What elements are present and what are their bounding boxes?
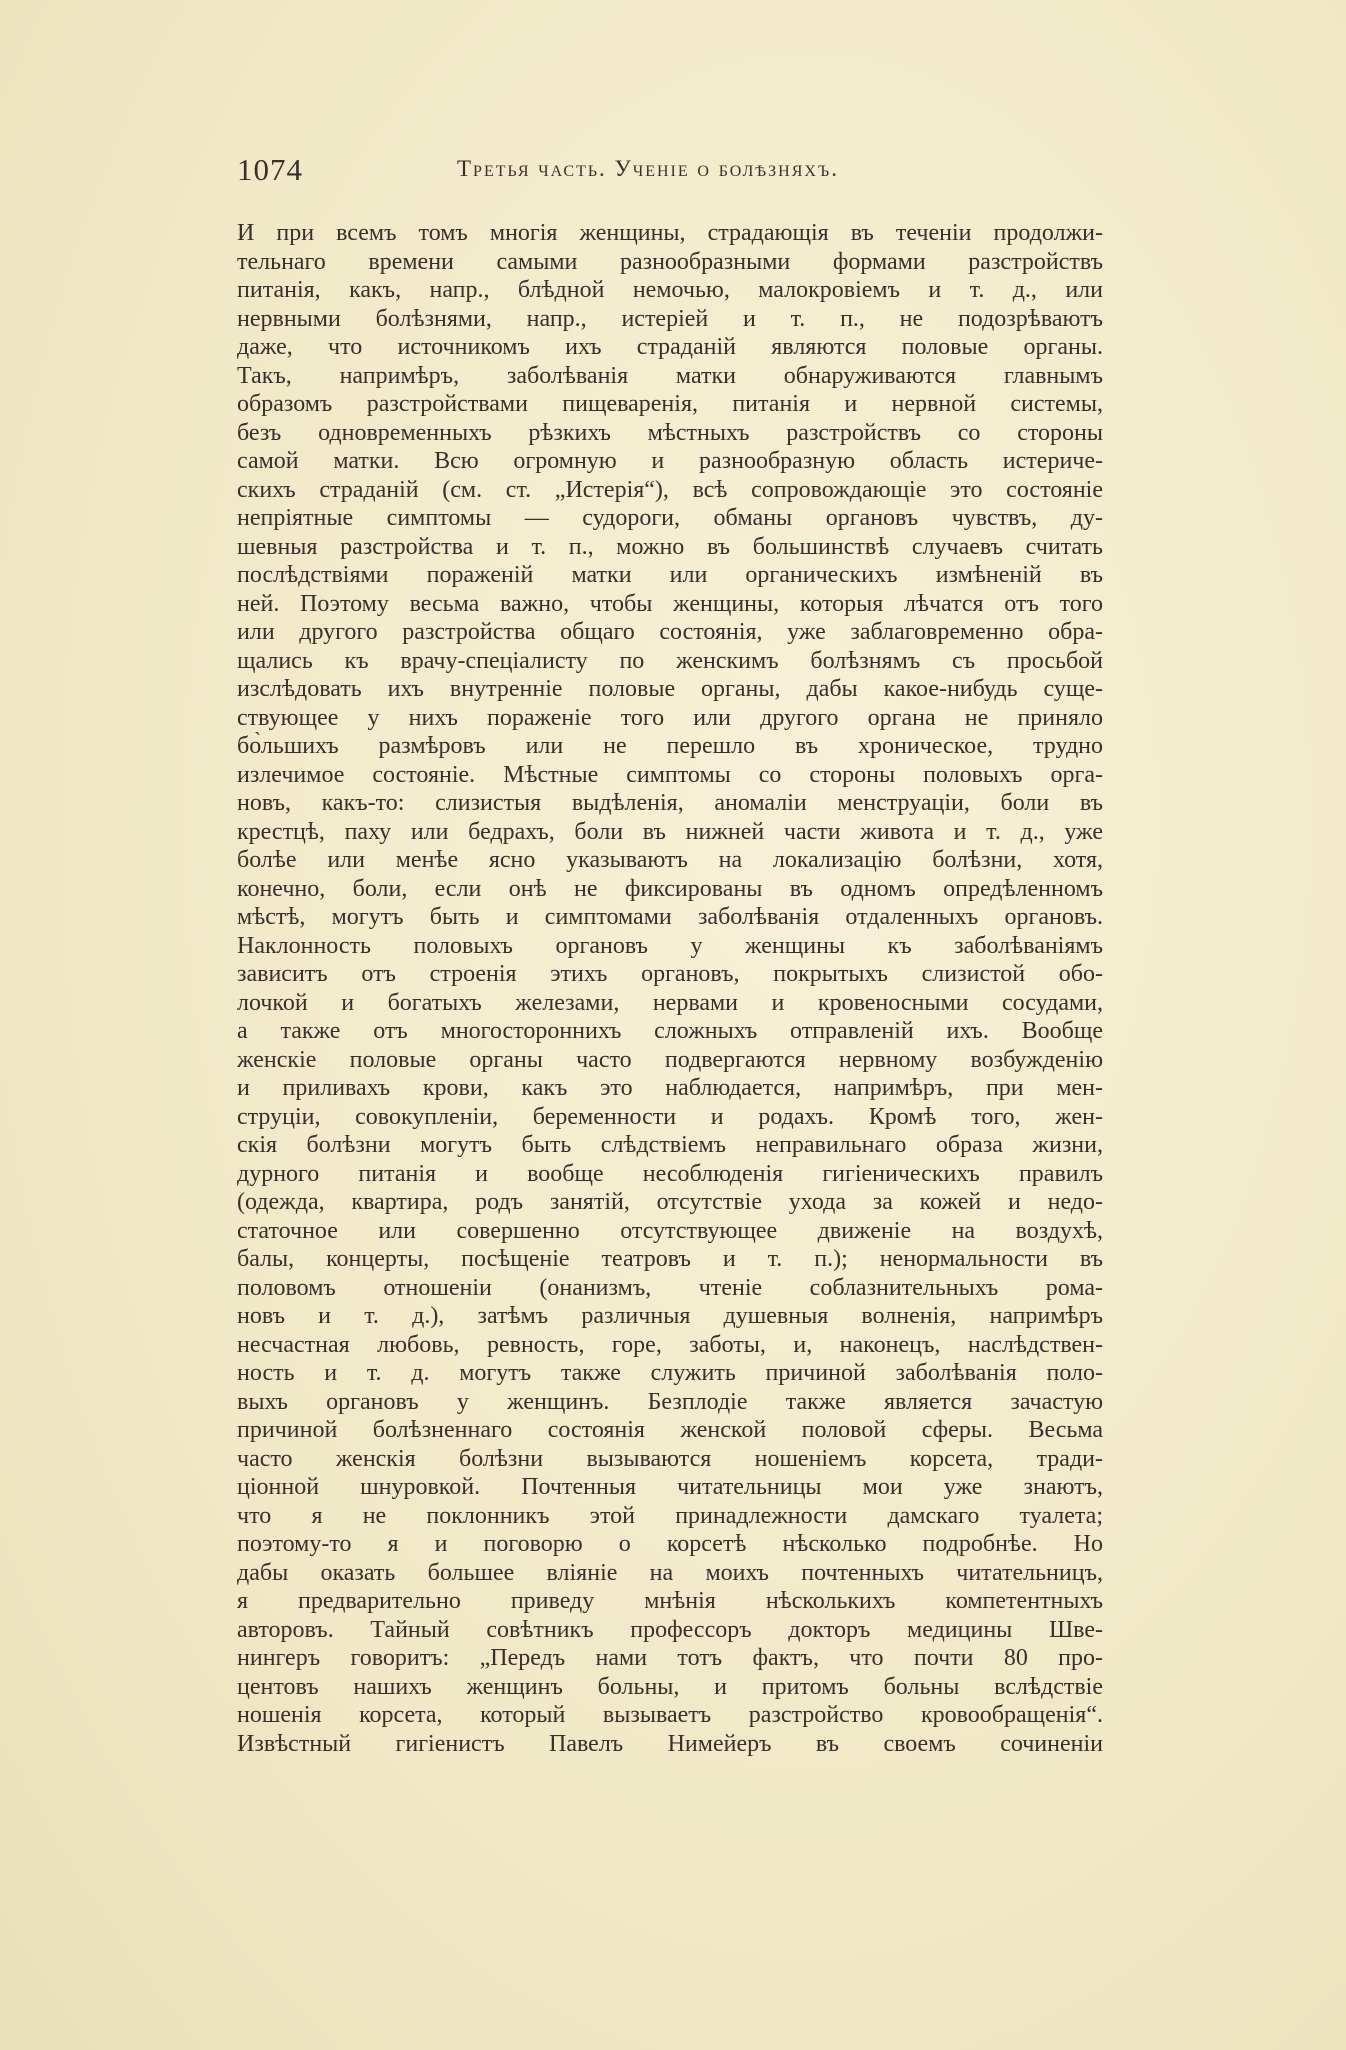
text-line: нервными болѣзнями, напр., истеріей и т. п., не подозрѣваютъ	[237, 305, 1103, 332]
text-line: я предварительно приведу мнѣнія нѣсколькихъ компетентныхъ	[237, 1588, 1103, 1614]
text-line: часто женскія болѣзни вызываются ношеніемъ корсета, тради-	[237, 1445, 1103, 1472]
text-line: питанія, какъ, напр., блѣдной немочью, малокровіемъ и т. д., или	[237, 277, 1103, 303]
page-number: 1074	[237, 152, 303, 187]
text-line: ціонной шнуровкой. Почтенныя читательницы мои уже знаютъ,	[237, 1474, 1103, 1500]
text-line: конечно, боли, если онѣ не фиксированы въ одномъ опредѣленномъ	[237, 875, 1103, 902]
text-line: или другого разстройства общаго состоянія, уже заблаговременно обра-	[237, 619, 1103, 645]
text-line: лочкой и богатыхъ железами, нервами и кровеносными сосудами,	[237, 989, 1103, 1016]
text-line: женскіе половые органы часто подвергаются нервному возбужденію	[237, 1046, 1103, 1073]
text-line: скихъ страданій (см. ст. „Истерія“), всѣ сопровождающіе это состояніе	[237, 476, 1103, 503]
text-line: тельнаго времени самыми разнообразными формами разстройствъ	[237, 248, 1103, 275]
running-head: Третья часть. Ученіе о болѣзняхъ.	[457, 156, 839, 181]
text-line: нингеръ говоритъ: „Передъ нами тотъ фактъ, что почти 80 про-	[237, 1645, 1103, 1671]
text-line: поэтому-то я и поговорю о корсетѣ нѣсколько подробнѣе. Но	[237, 1531, 1103, 1557]
text-line: скія болѣзни могутъ быть слѣдствіемъ неправильнаго образа жизни,	[237, 1132, 1103, 1158]
text-line: половомъ отношеніи (онанизмъ, чтеніе соблазнительныхъ рома-	[237, 1274, 1103, 1301]
text-line: ней. Поэтому весьма важно, чтобы женщины, которыя лѣчатся отъ того	[237, 590, 1103, 617]
text-line: безъ одновременныхъ рѣзкихъ мѣстныхъ разстройствъ со стороны	[237, 419, 1103, 446]
text-line: образомъ разстройствами пищеваренія, питанія и нервной системы,	[237, 391, 1103, 417]
text-line: болѣе или менѣе ясно указываютъ на локализацію болѣзни, хотя,	[237, 847, 1103, 873]
text-line: Наклонность половыхъ органовъ у женщины къ заболѣваніямъ	[237, 932, 1103, 959]
text-line: новъ и т. д.), затѣмъ различныя душевныя волненія, напримѣръ	[237, 1303, 1103, 1329]
text-line: изслѣдовать ихъ внутренніе половые органы, дабы какое-нибудь суще-	[237, 676, 1103, 702]
text-line: ствующее у нихъ пораженіе того или другого органа не приняло	[237, 704, 1103, 731]
text-line: авторовъ. Тайный совѣтникъ профессоръ докторъ медицины Шве-	[237, 1616, 1103, 1643]
text-line: Такъ, напримѣръ, заболѣванія матки обнаруживаются главнымъ	[237, 362, 1103, 389]
text-line: зависитъ отъ строенія этихъ органовъ, покрытыхъ слизистой обо-	[237, 961, 1103, 987]
text-line: струціи, совокупленіи, беременности и родахъ. Кромѣ того, жен-	[237, 1103, 1103, 1130]
text-line: (одежда, квартира, родъ занятій, отсутствіе ухода за кожей и недо-	[237, 1189, 1103, 1215]
text-line: дурного питанія и вообще несоблюденія гигіеническихъ правилъ	[237, 1160, 1103, 1187]
text-line: крестцѣ, паху или бедрахъ, боли въ нижней части живота и т. д., уже	[237, 818, 1103, 845]
text-line: и приливахъ крови, какъ это наблюдается, напримѣръ, при мен-	[237, 1075, 1103, 1101]
text-line: несчастная любовь, ревность, горе, заботы, и, наконецъ, наслѣдствен-	[237, 1331, 1103, 1358]
text-line: даже, что источникомъ ихъ страданій являются половые органы.	[237, 334, 1103, 360]
text-line: послѣдствіями пораженій матки или органическихъ измѣненій въ	[237, 562, 1103, 588]
text-line: бо̀льшихъ размѣровъ или не перешло въ хроническое, трудно	[237, 733, 1103, 759]
text-line: мѣстѣ, могутъ быть и симптомами заболѣванія отдаленныхъ органовъ.	[237, 904, 1103, 930]
text-line: шевныя разстройства и т. п., можно въ большинствѣ случаевъ считать	[237, 533, 1103, 560]
text-line: центовъ нашихъ женщинъ больны, и притомъ больны вслѣдствіе	[237, 1673, 1103, 1700]
page-header	[237, 152, 1103, 196]
text-line: излечимое состояніе. Мѣстные симптомы со стороны половыхъ орга-	[237, 761, 1103, 788]
text-line: щались къ врачу-спеціалисту по женскимъ болѣзнямъ съ просьбой	[237, 647, 1103, 674]
text-line: статочное или совершенно отсутствующее движеніе на воздухѣ,	[237, 1217, 1103, 1244]
text-line: ношенія корсета, который вызываетъ разстройство кровообращенія“.	[237, 1702, 1103, 1728]
text-line: а также отъ многостороннихъ сложныхъ отправленій ихъ. Вообще	[237, 1018, 1103, 1044]
text-line: новъ, какъ-то: слизистыя выдѣленія, аномаліи менструаціи, боли въ	[237, 790, 1103, 816]
text-line: непріятные симптомы — судороги, обманы органовъ чувствъ, ду-	[237, 505, 1103, 531]
text-line: дабы оказать большее вліяніе на моихъ почтенныхъ читательницъ,	[237, 1559, 1103, 1586]
text-line: Извѣстный гигіенистъ Павелъ Нимейеръ въ своемъ сочиненіи	[237, 1730, 1103, 1757]
text-line: И при всемъ томъ многія женщины, страдающія въ теченіи продолжи-	[237, 220, 1103, 246]
text-line: что я не поклонникъ этой принадлежности дамскаго туалета;	[237, 1502, 1103, 1529]
text-line: выхъ органовъ у женщинъ. Безплодіе также является зачастую	[237, 1388, 1103, 1415]
text-line: самой матки. Всю огромную и разнообразную область истериче-	[237, 448, 1103, 474]
text-line: ность и т. д. могутъ также служить причиной заболѣванія поло-	[237, 1360, 1103, 1386]
text-line: причиной болѣзненнаго состоянія женской половой сферы. Весьма	[237, 1417, 1103, 1443]
body-text	[237, 219, 1103, 1799]
text-line: балы, концерты, посѣщеніе театровъ и т. п.); ненормальности въ	[237, 1246, 1103, 1272]
